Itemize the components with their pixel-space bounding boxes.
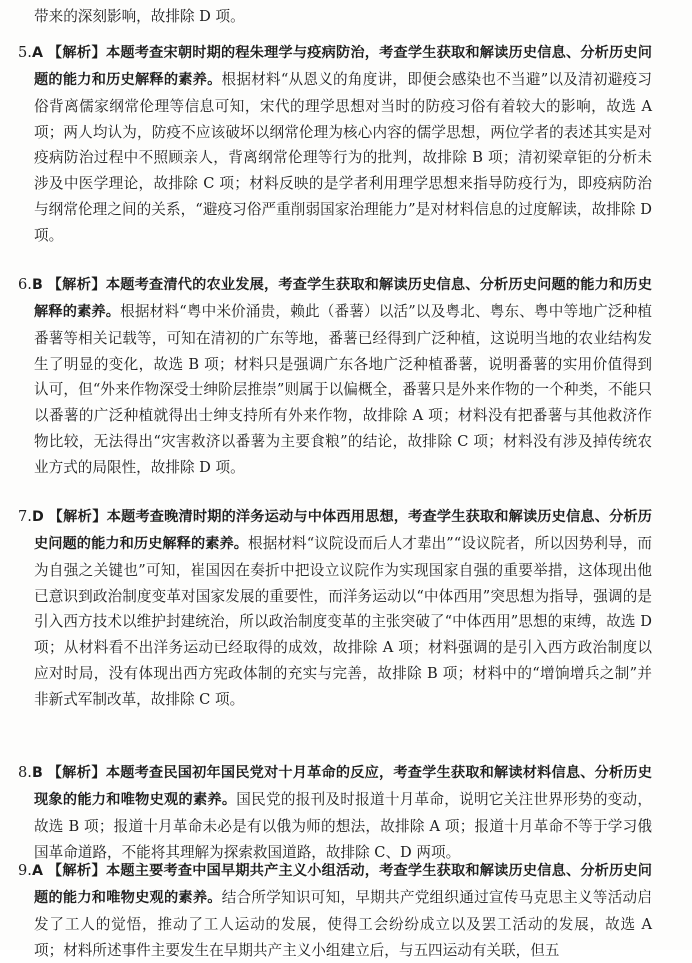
answer-item-8: [18, 760, 652, 865]
item-body: 根据材料“议院设而后人才辈出”“设议院者，所以因势利导，而为自强之关键也”可知，崔国因在奏折中把设立议院作为实现国家自强的重要举措，这体现出他已意识到政治制度变革对国家发展的重要性，而洋务运动以“中体西用”突思想为指导，强调的是引入西方技术以维护封建统治，所以政治制度变革的主张突破了“中体西用”思想的束缚，故选 D 项；从材料看不出洋务运动已经取得的成效，故排除 A 项；材料强调的是引入西方政治制度以应对时局，没有体现出西方宪政体制的充实与完善，故排除 B 项；材料中的“增饷增兵之制”并非新式军制改革，故排除 C 项。: [34, 534, 652, 708]
item-paragraph: [18, 272, 652, 481]
item-answer: B: [31, 765, 43, 781]
item-paragraph: [18, 858, 652, 963]
item-paragraph: [18, 40, 652, 249]
item-answer: B: [31, 277, 43, 293]
answer-item-7: [18, 504, 652, 713]
item-paragraph: [18, 504, 652, 713]
item-body: 根据材料“从恩义的角度讲，即便会感染也不当避”以及清初避疫习俗背离儒家纲常伦理等信息可知，宋代的理学思想对当时的防疫习俗有着较大的影响，故选 A 项；两人均认为，防疫不应该破坏以纲常伦理为核心内容的儒学思想，两位学者的表述其实是对疫病防治过程中不照顾亲人，背离纲常伦理等行为的批判，故排除 B 项；清初梁章钜的分析未涉及中医学理论，故排除 C 项；材料反映的是学者利用理学思想来指导防疫行为，即疫病防治与纲常伦理之间的关系，“避疫习俗严重削弱国家治理能力”是对材料信息的过度解读，故排除 D 项。: [34, 70, 652, 244]
item-number: 7.: [18, 508, 32, 525]
analysis-tag: 【解析】: [47, 765, 106, 781]
item-number: 9.: [18, 862, 32, 879]
item-lead: 本题考查民国初年国民党对十月革命的反应，考查学生获取和解读材料信息、分析历史现象的能力和唯物史观的素养。: [34, 765, 652, 808]
item-number: 6.: [18, 276, 32, 293]
analysis-tag: 【解析】: [47, 277, 106, 293]
answer-item-5: [18, 40, 652, 249]
item-body: 结合所学知识可知，早期共产党组织通过宣传马克思主义等活动启发了工人的觉悟，推动了工人运动的发展，使得工会纷纷成立以及罢工活动的发展，故选 A 项；材料所述事件主要发生在早期共产主义小组建立后，与五四运动有关联，但五: [34, 888, 652, 959]
item-paragraph: [18, 760, 652, 865]
item-number: 8.: [18, 764, 32, 781]
item-answer: A: [31, 863, 43, 879]
item-body: 国民党的报刊及时报道十月革命，说明它关注世界形势的变动，故选 B 项；报道十月革命未必是有以俄为师的想法，故排除 A 项；报道十月革命不等于学习俄国革命道路，不能将其理解为探索救国道路，故排除 C、D 两项。: [34, 790, 652, 861]
item-lead: 本题考查清代的农业发展，考查学生获取和解读历史信息、分析历史问题的能力和历史解释的素养。: [34, 277, 652, 320]
item-answer: A: [31, 45, 43, 61]
item-lead: 本题考查宋朝时期的程朱理学与疫病防治，考查学生获取和解读历史信息、分析历史问题的能力和历史解释的素养。: [34, 45, 652, 88]
answer-item-9: [18, 858, 652, 963]
analysis-tag: 【解析】: [47, 863, 107, 879]
item-answer: D: [31, 509, 44, 525]
item-lead: 本题主要考查中国早期共产主义小组活动，考查学生获取和解读历史信息、分析历史问题的能力和唯物史观的素养。: [34, 863, 652, 906]
item-number: 5.: [18, 44, 32, 61]
continuation-text: 带来的深刻影响，故排除 D 项。: [34, 8, 245, 25]
item-lead: 本题考查晚清时期的洋务运动与中体西用思想，考查学生获取和解读历史信息、分析历史问题的能力和历史解释的素养。: [34, 509, 652, 552]
item-body: 根据材料“粤中米价涌贵，赖此（番薯）以活”以及粤北、粤东、粤中等地广泛种植番薯等相关记载等，可知在清初的广东等地，番薯已经得到广泛种植，这说明当地的农业结构发生了明显的变化，故选 B 项；材料只是强调广东各地广泛种植番薯，说明番薯的实用价值得到认可，但“外来作物深受士绅阶层推崇”则属于以偏概全，番薯只是外来作物的一个种类，不能只以番薯的广泛种植就得出士绅支持所有外来作物，故排除 A 项；材料没有把番薯与其他救济作物比较，无法得出“灾害救济以番薯为主要食粮”的结论，故排除 C 项；材料没有涉及掉传统农业方式的局限性，故排除 D 项。: [34, 302, 652, 476]
analysis-tag: 【解析】: [48, 509, 107, 525]
answer-item-6: [18, 272, 652, 481]
analysis-tag: 【解析】: [47, 45, 107, 61]
